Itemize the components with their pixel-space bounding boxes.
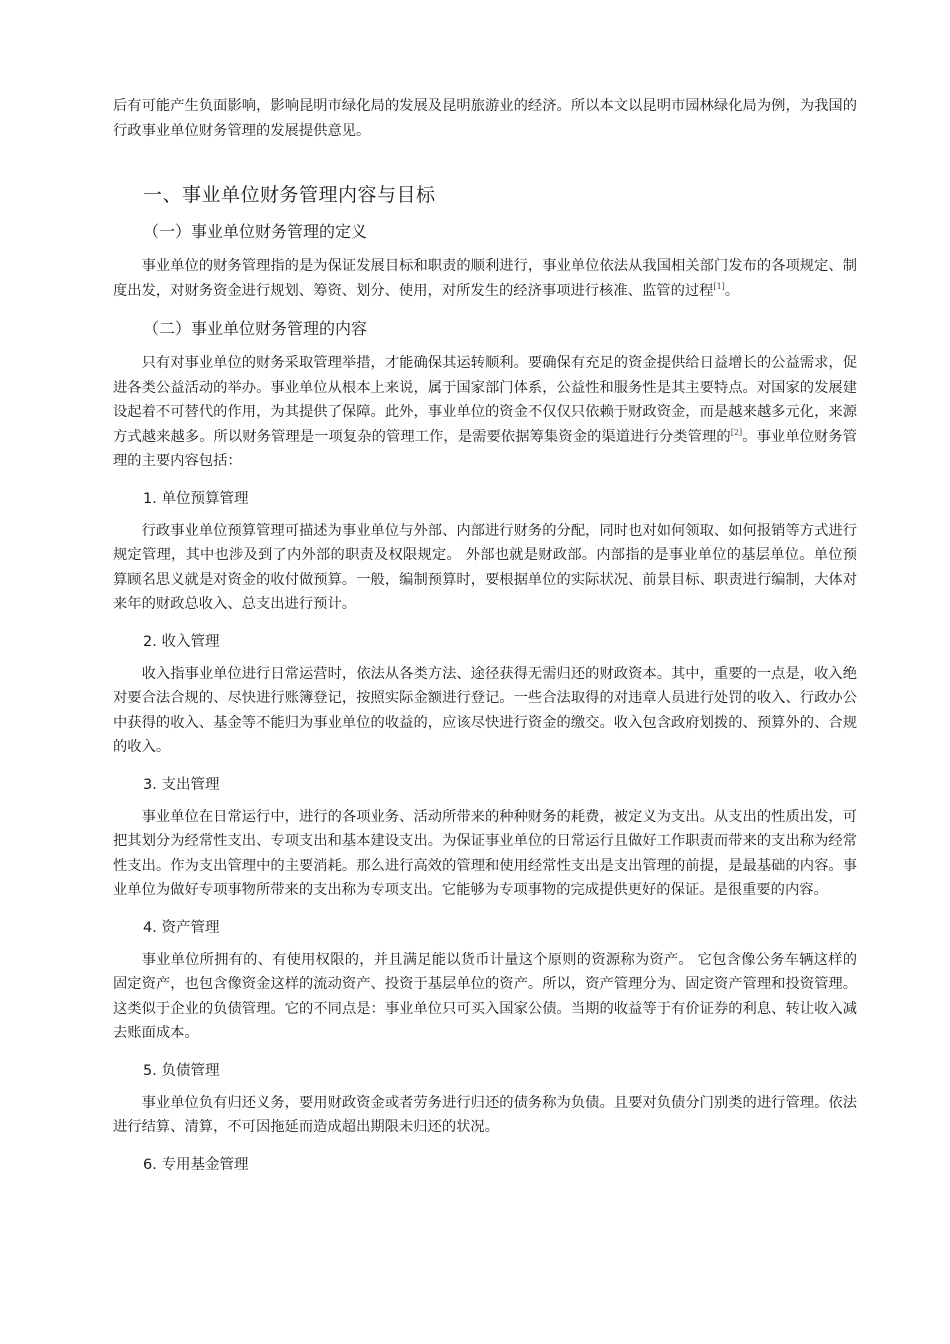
item-paragraph-income: 收入指事业单位进行日常运营时，依法从各类方法、途径获得无需归还的财政资本。其中，重要的一点是，收入绝对要合法合规的、尽快进行账簿登记，按照实际金额进行登记。一些合法取得的对违章人员进行处罚的收入、行政办公中获得的收入、基金等不能归为事业单位的收益的，应该尽快进行资金的缴交。收入包含政府划拨的、预算外的、合规的收入。 [113, 665, 857, 755]
intro-paragraph: 后有可能产生负面影响，影响昆明市绿化局的发展及昆明旅游业的经济。所以本文以昆明市园林绿化局为例，为我国的行政事业单位财务管理的发展提供意见。 [113, 98, 857, 139]
item-paragraph-assets: 事业单位所拥有的、有使用权限的，并且满足能以货币计量这个原则的资源称为资产。 它包含像公务车辆这样的固定资产，也包含像资金这样的流动资产、投资于基层单位的资产。所以，资产管理分为、固定资产管理和投资管理。这类似于企业的负债管理。它的不同点是：事业单位只可买入国家公债。当期的收益等于有价证券的利息、转让收入减去账面成本。 [113, 951, 857, 1041]
definition-paragraph [113, 254, 857, 303]
citation-ref-1: [1] [713, 281, 725, 291]
document-page [113, 94, 857, 1185]
definition-text: 事业单位的财务管理指的是为保证发展目标和职责的顺利进行，事业单位依法从我国相关部门发布的各项规定、制度出发，对财务资金进行规划、筹资、划分、使用，对所发生的经济事项进行核准、监管的过程 [113, 258, 857, 299]
item-heading-special-funds: 6. 专用基金管理 [143, 1156, 249, 1173]
subsection-heading-definition: （一）事业单位财务管理的定义 [143, 222, 368, 241]
item-paragraph-budget: 行政事业单位预算管理可描述为事业单位与外部、内部进行财务的分配，同时也对如何领取、如何报销等方式进行规定管理，其中也涉及到了内外部的职责及权限规定。 外部也就是财政部。内部指的是事业单位的基层单位。单位预算顾名思义就是对资金的收付做预算。一般，编制预算时，要根据单位的实际状况、前景目标、职责进行编制，大体对来年的财政总收入、总支出进行预计。 [113, 522, 857, 612]
content-tail: 。事业单位财务管理的主要内容包括： [113, 428, 858, 469]
item-heading-liabilities: 5. 负债管理 [143, 1062, 220, 1079]
item-heading-assets: 4. 资产管理 [143, 919, 220, 936]
item-heading-expenditure: 3. 支出管理 [143, 776, 220, 793]
subsection-heading-content: （二）事业单位财务管理的内容 [143, 319, 368, 338]
item-paragraph-liabilities: 事业单位负有归还义务，要用财政资金或者劳务进行归还的债务称为负债。且要对负债分门别类的进行管理。依法进行结算、清算，不可因拖延而造成超出期限未归还的状况。 [113, 1094, 857, 1135]
item-paragraph-expenditure: 事业单位在日常运行中，进行的各项业务、活动所带来的种种财务的耗费，被定义为支出。从支出的性质出发，可把其划分为经常性支出、专项支出和基本建设支出。为保证事业单位的日常运行且做好工作职责而带来的支出称为经常性支出。作为支出管理中的主要消耗。那么进行高效的管理和使用经常性支出是支出管理的前提，是最基础的内容。事业单位为做好专项事物所带来的支出称为专项支出。它能够为专项事物的完成提供更好的保证。是很重要的内容。 [113, 808, 857, 898]
definition-tail: 。 [724, 282, 740, 299]
section-heading: 一、事业单位财务管理内容与目标 [143, 184, 436, 206]
item-heading-budget: 1. 单位预算管理 [143, 490, 249, 507]
content-paragraph [113, 351, 857, 474]
item-heading-income: 2. 收入管理 [143, 633, 220, 650]
citation-ref-2: [2] [730, 427, 743, 437]
content-text: 只有对事业单位的财务采取管理举措，才能确保其运转顺利。要确保有充足的资金提供给日益增长的公益需求，促进各类公益活动的举办。事业单位从根本上来说，属于国家部门体系，公益性和服务性是其主要特点。对国家的发展建设起着不可替代的作用，为其提供了保障。此外，事业单位的资金不仅仅只依赖于财政资金，而是越来越多元化，来源方式越来越多。所以财务管理是一项复杂的管理工作，是需要依据筹集资金的渠道进行分类管理的 [113, 355, 857, 445]
